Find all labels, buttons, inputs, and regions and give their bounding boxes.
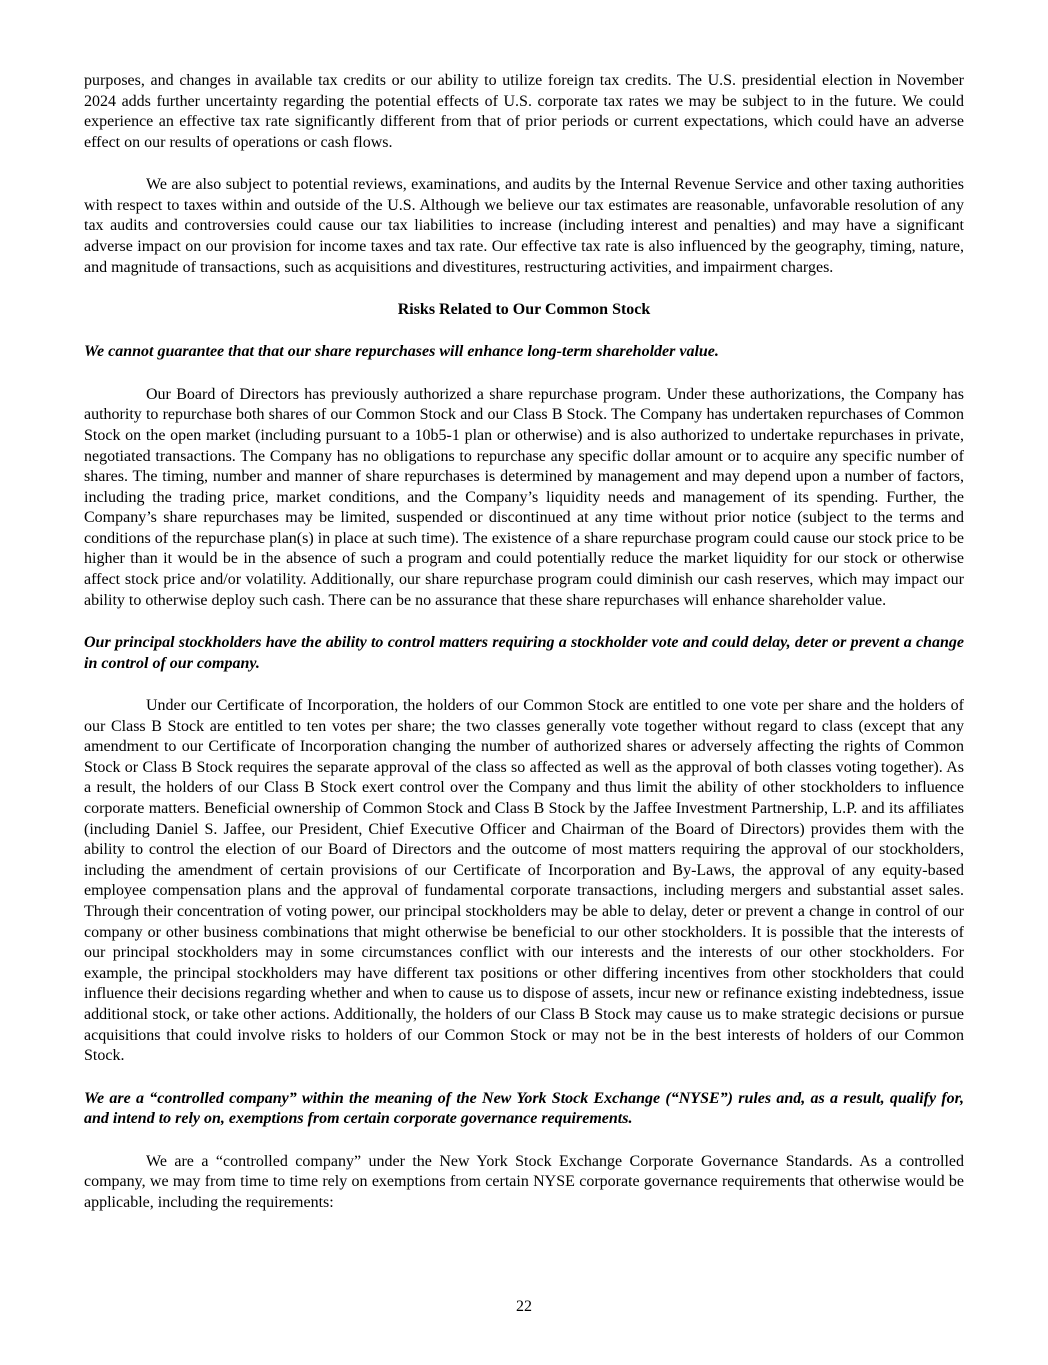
paragraph-tax-audits: We are also subject to potential reviews, examinations, and audits by the Internal Revenue Service and other taxing authorities with respect to taxes within and outside of the U.S. Although we believe our tax estimates are reasonable, unfavorable resolution of any tax audits and controversies could cause our tax liabilities to increase (including interest and penalties) and may have a significant adverse impact on our provision for income taxes and tax rate. Our effective tax rate is also influenced by the geography, timing, nature, and magnitude of transactions, such as acquisitions and divestitures, restructuring activities, and impairment charges. <box>84 176 964 276</box>
paragraph-gap <box>84 1130 964 1152</box>
paragraph-gap <box>84 153 964 175</box>
risk-heading-controlled-company: We are a “controlled company” within the meaning of the New York Stock Exchange (“NYSE”) rules and, as a result, qualify for, and intend to rely on, exemptions from certain corporate governance requirements. <box>84 1089 964 1128</box>
paragraph-gap <box>84 674 964 696</box>
risk-heading-share-repurchases: We cannot guarantee that that our share repurchases will enhance long-term shareholder value. <box>84 343 719 361</box>
paragraph-gap <box>84 611 964 633</box>
paragraph-gap <box>84 363 964 385</box>
document-body <box>84 71 964 1213</box>
paragraph-controlled-company: We are a “controlled company” under the New York Stock Exchange Corporate Governance Standards. As a controlled company, we may from time to time rely on exemptions from certain NYSE corporate governance requirements that otherwise would be applicable, including the requirements: <box>84 1152 964 1211</box>
page-number: 22 <box>516 1298 532 1315</box>
paragraph-share-repurchases: Our Board of Directors has previously authorized a share repurchase program. Under these authorizations, the Company has authority to repurchase both shares of our Common Stock and our Class B Stock. The Company has undertaken repurchases of Common Stock on the open market (including pursuant to a 10b5-1 plan or otherwise) and is also authorized to undertake repurchases in private, negotiated transactions. The Company has no obligations to repurchase any specific dollar amount or to acquire any specific number of shares. The timing, number and manner of share repurchases is determined by management and may depend upon a number of factors, including the trading price, market conditions, and the Company’s liquidity needs and management of its spending. Further, the Company’s share repurchases may be limited, suspended or discontinued at any time without prior notice (subject to the terms and conditions of the repurchase plan(s) in place at such time). The existence of a share repurchase program could cause our stock price to be higher than it would be in the absence of such a program and could potentially reduce the market liquidity for our stock or otherwise affect stock price and/or volatility. Additionally, our share repurchase program could diminish our cash reserves, which may impact our ability to otherwise deploy such cash. There can be no assurance that these share repurchases will enhance shareholder value. <box>84 385 964 609</box>
risk-heading-principal-stockholders: Our principal stockholders have the ability to control matters requiring a stockholder vote and could delay, deter or prevent a change in control of our company. <box>84 634 964 672</box>
paragraph-gap <box>84 321 964 343</box>
paragraph-tax-continuation: purposes, and changes in available tax credits or our ability to utilize foreign tax credits. The U.S. presidential election in November 2024 adds further uncertainty regarding the potential effects of U.S. corporate tax rates we may be subject to in the future. We could experience an effective tax rate significantly different from that of prior periods or current expectations, which could have an adverse effect on our results of operations or cash flows. <box>84 72 964 151</box>
paragraph-gap <box>84 1067 964 1089</box>
paragraph-gap <box>84 278 964 300</box>
paragraph-principal-stockholders: Under our Certificate of Incorporation, the holders of our Common Stock are entitled to one vote per share and the holders of our Class B Stock are entitled to ten votes per share; the two classes generally vote together without regard to class (except that any amendment to our Certificate of Incorporation changing the number of authorized shares or adversely affecting the rights of Common Stock or Class B Stock requires the separate approval of the class so affected as well as the approval of both classes voting together). As a result, the holders of our Class B Stock exert control over the Company and thus limit the ability of other stockholders to influence corporate matters. Beneficial ownership of Common Stock and Class B Stock by the Jaffee Investment Partnership, L.P. and its affiliates (including Daniel S. Jaffee, our President, Chief Executive Officer and Chairman of the Board of Directors) provides them with the ability to control the election of our Board of Directors and the outcome of most matters requiring the approval of our stockholders, including the amendment of certain provisions of our Certificate of Incorporation and By-Laws, the approval of any equity-based employee compensation plans and the approval of fundamental corporate transactions, including mergers and substantial asset sales. Through their concentration of voting power, our principal stockholders may be able to delay, deter or prevent a change in control of our company or other business combinations that might otherwise be beneficial to our other stockholders. It is possible that the interests of our principal stockholders may in some circumstances conflict with our interests and the interests of our other stockholders. For example, the principal stockholders may have different tax positions or other differing incentives from other stockholders that could influence their decisions regarding whether and when to cause us to dispose of assets, incur new or refinance existing indebtedness, issue additional stock, or take other actions. Additionally, the holders of our Class B Stock may cause us to make strategic decisions or pursue acquisitions that could involve risks to holders of our Common Stock or may not be in the best interests of holders of our Common Stock. <box>84 697 964 1065</box>
section-heading: Risks Related to Our Common Stock <box>397 300 651 318</box>
